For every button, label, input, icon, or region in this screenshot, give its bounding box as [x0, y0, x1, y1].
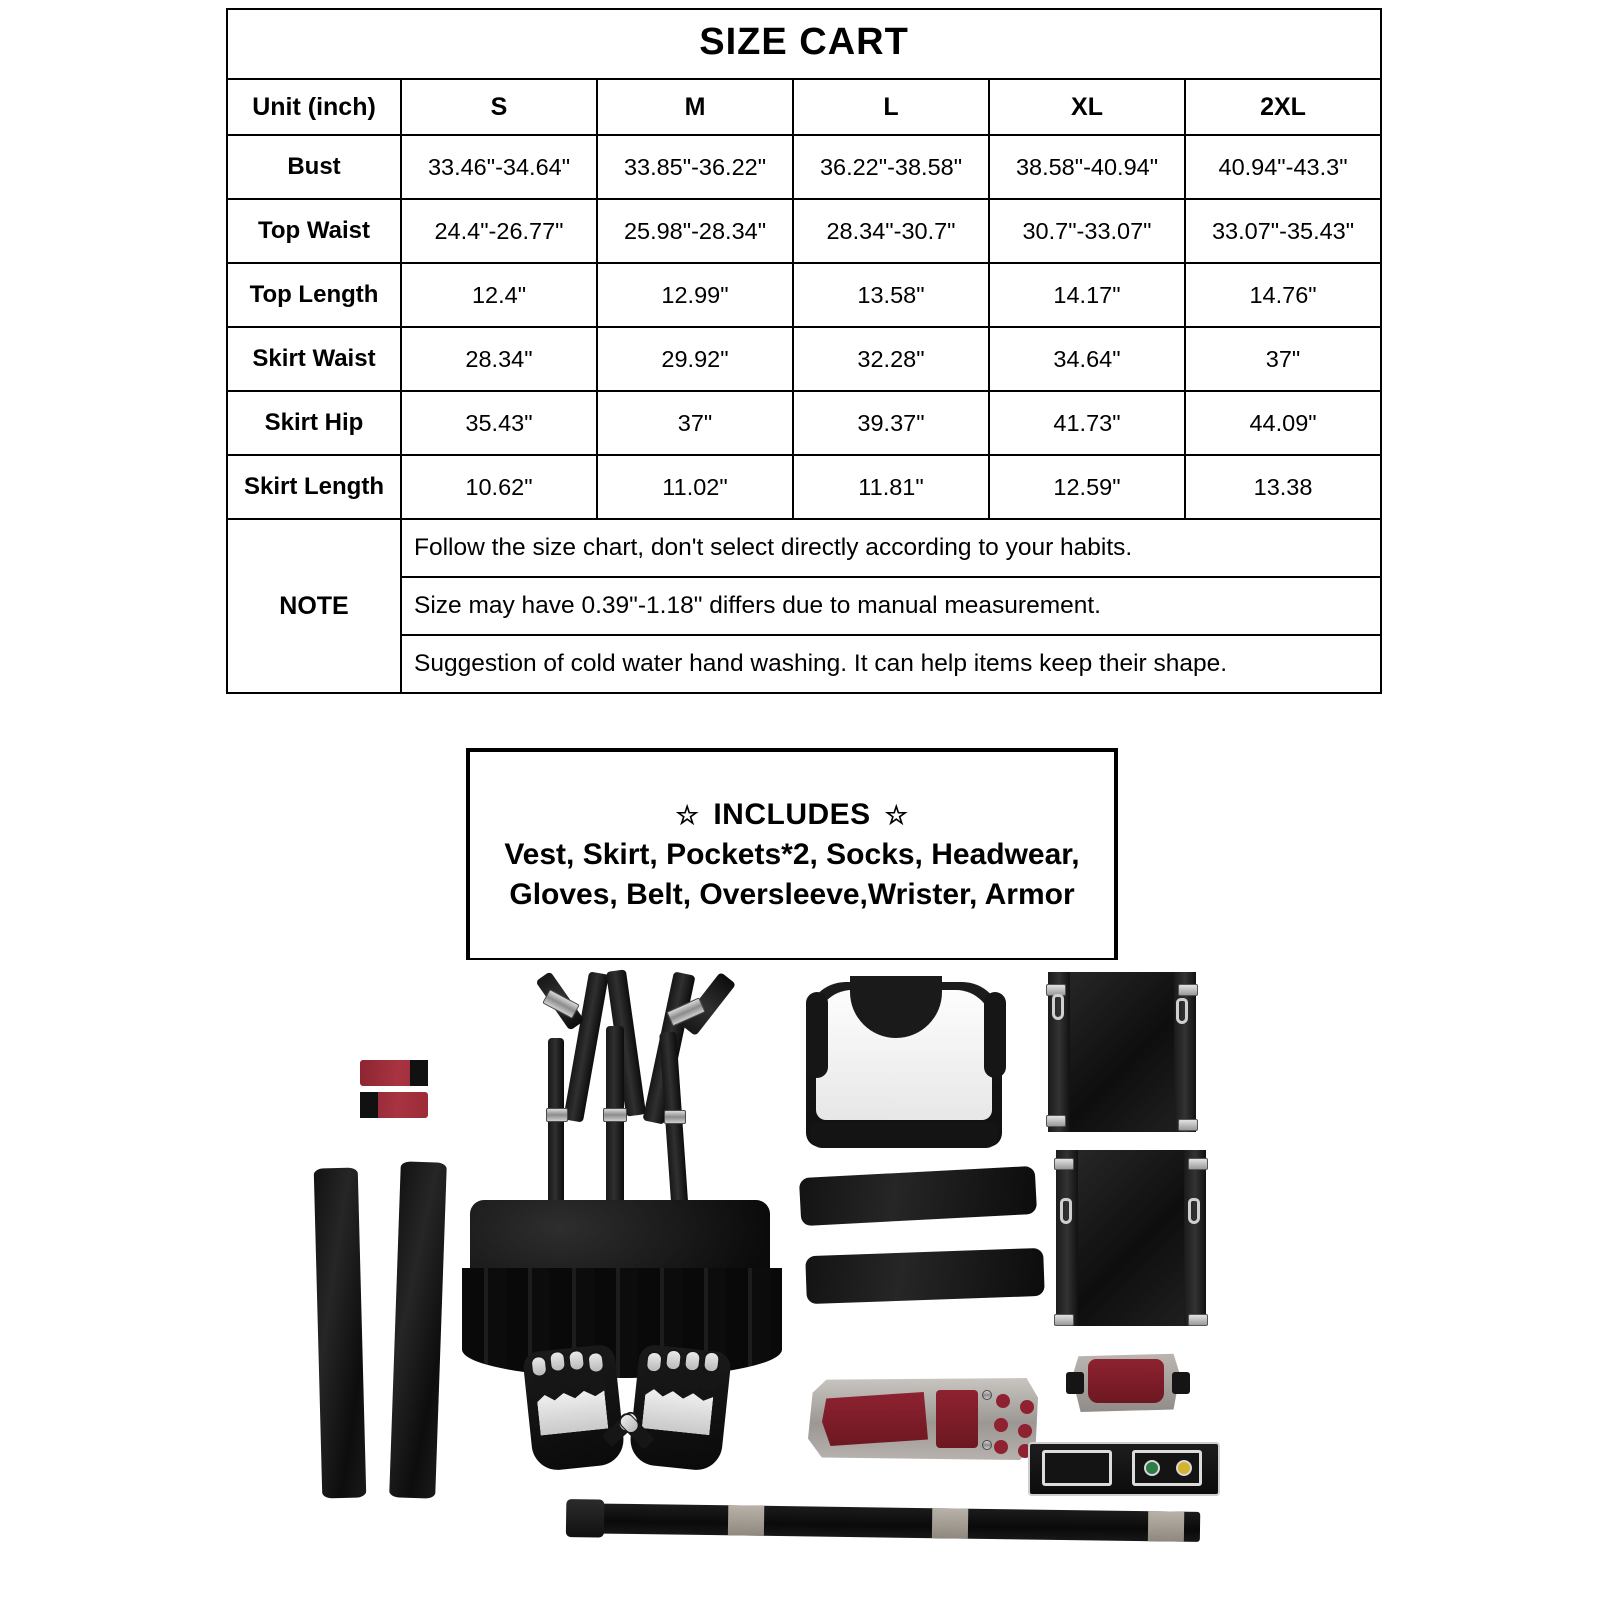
- glove-pair: [528, 1348, 738, 1498]
- strap-buckle: [603, 1108, 627, 1122]
- cell-2xl: 44.09": [1185, 391, 1381, 455]
- armor-stud: [994, 1440, 1008, 1454]
- cell-s: 12.4": [401, 263, 597, 327]
- note-row-2: [227, 577, 1381, 635]
- pocket-clip: [1178, 984, 1198, 996]
- vest: [806, 982, 1006, 1152]
- armor-stud: [1020, 1400, 1034, 1414]
- column-header-unit: Unit (inch): [227, 79, 401, 135]
- column-header-xl: XL: [989, 79, 1185, 135]
- pocket-clip: [1046, 1115, 1066, 1127]
- armor-rivet: [982, 1390, 992, 1400]
- glove-finger: [663, 1348, 682, 1389]
- suspender-strap: [563, 971, 609, 1122]
- glove-finger: [568, 1349, 587, 1390]
- note-label: NOTE: [227, 519, 401, 693]
- star-icon: ☆: [884, 800, 909, 830]
- star-icon: ☆: [675, 800, 700, 830]
- table-title-row: [227, 9, 1381, 79]
- cell-xl: 38.58"-40.94": [989, 135, 1185, 199]
- glove-finger: [682, 1349, 701, 1390]
- badge-plate-left: [1042, 1450, 1112, 1486]
- cell-l: 28.34"-30.7": [793, 199, 989, 263]
- waist-belt: [600, 1504, 1240, 1553]
- cell-xl: 14.17": [989, 263, 1185, 327]
- cell-m: 25.98"-28.34": [597, 199, 793, 263]
- note-line: Follow the size chart, don't select directly according to your habits.: [401, 519, 1381, 577]
- strap-buckle: [546, 1108, 568, 1122]
- glove-finger: [644, 1350, 663, 1391]
- cell-s: 33.46"-34.64": [401, 135, 597, 199]
- row-label: Skirt Length: [227, 455, 401, 519]
- cell-2xl: 33.07"-35.43": [1185, 199, 1381, 263]
- column-header-s: S: [401, 79, 597, 135]
- armor-stud: [1018, 1424, 1032, 1438]
- cell-s: 10.62": [401, 455, 597, 519]
- glove-finger: [587, 1351, 606, 1392]
- thigh-pocket-lower: [1040, 1150, 1220, 1330]
- cell-s: 24.4"-26.77": [401, 199, 597, 263]
- includes-title-label: INCLUDES: [713, 798, 871, 831]
- thigh-pocket-upper: [1030, 972, 1210, 1137]
- includes-items-line-2: Gloves, Belt, Oversleeve,Wrister, Armor: [509, 878, 1075, 911]
- cell-l: 39.37": [793, 391, 989, 455]
- table-row: [227, 199, 1381, 263]
- arm-armor: [808, 1378, 1040, 1464]
- glove-left: [522, 1344, 626, 1473]
- cell-l: 11.81": [793, 455, 989, 519]
- armor-red-panel-small: [936, 1390, 978, 1448]
- column-header-2xl: 2XL: [1185, 79, 1381, 135]
- belt-metal-loop: [728, 1505, 764, 1535]
- cell-m: 37": [597, 391, 793, 455]
- vest-armhole-left: [806, 992, 828, 1078]
- cell-2xl: 40.94"-43.3": [1185, 135, 1381, 199]
- pocket-clip: [1178, 1119, 1198, 1131]
- wrister-tip: [360, 1092, 378, 1118]
- note-row-3: [227, 635, 1381, 693]
- cell-2xl: 37": [1185, 327, 1381, 391]
- row-label: Skirt Hip: [227, 391, 401, 455]
- cell-s: 35.43": [401, 391, 597, 455]
- glove-palm-patch: [537, 1389, 609, 1436]
- wrister-band-1: [360, 1060, 428, 1086]
- headwear: [1072, 1350, 1184, 1416]
- wrister-band-2: [360, 1092, 428, 1118]
- table-row: [227, 391, 1381, 455]
- oversleeve-left: [314, 1167, 367, 1498]
- headwear-strap-right: [1172, 1372, 1190, 1394]
- table-row: [227, 263, 1381, 327]
- pocket-strap-left: [1056, 1150, 1078, 1326]
- column-header-m: M: [597, 79, 793, 135]
- pocket-hook: [1176, 998, 1188, 1024]
- badge-gem-yellow: [1176, 1460, 1192, 1476]
- row-label: Top Length: [227, 263, 401, 327]
- cell-l: 36.22"-38.58": [793, 135, 989, 199]
- product-photo: [0, 960, 1600, 1600]
- headwear-strap-left: [1066, 1372, 1084, 1394]
- table-row: [227, 135, 1381, 199]
- cell-m: 12.99": [597, 263, 793, 327]
- sock-1: [799, 1166, 1037, 1226]
- pocket-clip: [1054, 1158, 1074, 1170]
- belt-metal-loop: [932, 1508, 968, 1538]
- cell-2xl: 13.38: [1185, 455, 1381, 519]
- column-header-l: L: [793, 79, 989, 135]
- pocket-clip: [1188, 1314, 1208, 1326]
- vest-armhole-right: [984, 992, 1006, 1078]
- armor-stud: [994, 1418, 1008, 1432]
- cell-l: 13.58": [793, 263, 989, 327]
- cell-m: 11.02": [597, 455, 793, 519]
- suspender-strap: [606, 1026, 624, 1226]
- suspender-strap: [659, 1032, 690, 1229]
- row-label: Top Waist: [227, 199, 401, 263]
- pocket-clip: [1054, 1314, 1074, 1326]
- pocket-strap-right: [1184, 1150, 1206, 1326]
- pocket-clip: [1188, 1158, 1208, 1170]
- strap-buckle: [664, 1110, 686, 1124]
- sock-2: [805, 1248, 1045, 1304]
- table-row: [227, 327, 1381, 391]
- badge-gem-green: [1144, 1460, 1160, 1476]
- armor-red-panel-main: [822, 1392, 928, 1446]
- belt-buckle: [566, 1499, 605, 1538]
- headwear-red-panel: [1088, 1359, 1164, 1403]
- cell-m: 29.92": [597, 327, 793, 391]
- glove-palm-patch: [642, 1388, 714, 1435]
- note-line: Suggestion of cold water hand washing. It can help items keep their shape.: [401, 635, 1381, 693]
- note-row-1: [227, 519, 1381, 577]
- wrister-tip: [410, 1060, 428, 1086]
- cell-s: 28.34": [401, 327, 597, 391]
- glove-finger: [701, 1350, 720, 1391]
- glove-finger: [549, 1350, 568, 1391]
- includes-box: [466, 748, 1118, 962]
- includes-title: [676, 798, 909, 832]
- note-line: Size may have 0.39"-1.18" differs due to manual measurement.: [401, 577, 1381, 635]
- cell-2xl: 14.76": [1185, 263, 1381, 327]
- pocket-hook: [1060, 1198, 1072, 1224]
- vest-hem: [810, 1122, 998, 1148]
- includes-items-line-1: Vest, Skirt, Pockets*2, Socks, Headwear,: [504, 838, 1080, 871]
- size-chart-container: [226, 8, 1382, 694]
- armor-rivet: [982, 1440, 992, 1450]
- oversleeve-right: [389, 1161, 447, 1498]
- pocket-hook: [1188, 1198, 1200, 1224]
- cell-xl: 12.59": [989, 455, 1185, 519]
- armor-stud: [996, 1394, 1010, 1408]
- cell-xl: 34.64": [989, 327, 1185, 391]
- row-label: Bust: [227, 135, 401, 199]
- pocket-hook: [1052, 994, 1064, 1020]
- cell-xl: 41.73": [989, 391, 1185, 455]
- size-chart-table: [226, 8, 1382, 694]
- table-row: [227, 455, 1381, 519]
- cell-m: 33.85"-36.22": [597, 135, 793, 199]
- skirt-with-suspenders: [470, 968, 800, 1328]
- row-label: Skirt Waist: [227, 327, 401, 391]
- belt-metal-loop: [1148, 1511, 1184, 1541]
- cell-xl: 30.7"-33.07": [989, 199, 1185, 263]
- badge-belt: [1028, 1442, 1224, 1500]
- pocket-strap-right: [1174, 972, 1196, 1132]
- table-header-row: [227, 79, 1381, 135]
- glove-finger: [530, 1355, 549, 1396]
- cell-l: 32.28": [793, 327, 989, 391]
- belt-strap: [600, 1504, 1200, 1542]
- glove-right: [628, 1344, 732, 1473]
- page-title: SIZE CART: [227, 9, 1381, 79]
